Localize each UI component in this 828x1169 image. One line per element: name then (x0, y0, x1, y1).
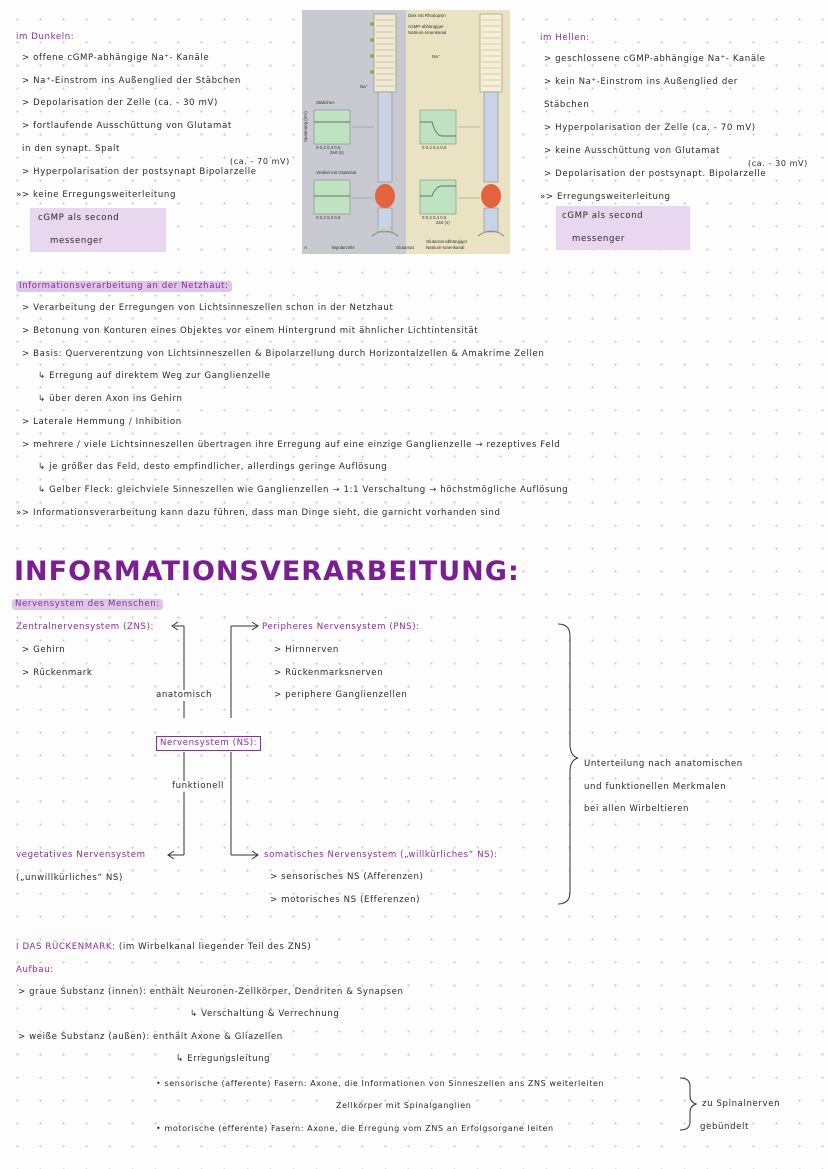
retina-line-3: > Basis: Querverentzung von Lichtsinneszellen & Bipolarzellung durch Horizontalzellen & Amakrime Zellen (22, 349, 545, 359)
fig-label-cgmp2: Natrium-Ionenkanal (408, 30, 447, 35)
zns-item-1: > Gehirn (22, 645, 66, 655)
rm-line-5: • sensorische (afferente) Fasern: Axone, die Informationen von Sinneszellen ans ZNS weiterleiten (156, 1079, 605, 1088)
fig-label-na1: Na⁺ (360, 84, 368, 89)
fig-plot-ticks-3: 0 0,2 0,4 0,6 (422, 145, 447, 150)
rm-heading-sub: (im Wirbelkanal liegender Teil des ZNS) (118, 942, 312, 952)
fig-label-glut-kanal2: Natrium-Ionenkanal (426, 245, 465, 250)
rm-brace-note-2: gebündelt (700, 1122, 749, 1132)
retina-line-9: ↳ Gelber Fleck: gleichviele Sinneszellen wie Ganglienzellen → 1:1 Verschaltung → höchstmögliche Auflösung (38, 485, 569, 495)
dark-note-ca: (ca. - 70 mV) (230, 157, 290, 166)
light-item-2: > kein Na⁺-Einstrom ins Außenglied der (544, 77, 738, 87)
fig-label-a: A (304, 245, 307, 250)
dark-box-line-1: cGMP als second (38, 213, 120, 223)
pns-item-3: > periphere Ganglienzellen (274, 690, 408, 700)
ns-side-note-3: bei allen Wirbeltieren (584, 804, 690, 814)
retina-line-4: ↳ Erregung auf direktem Weg zur Ganglienzelle (38, 371, 271, 381)
rm-heading-main: I DAS RÜCKENMARK: (16, 942, 116, 952)
fig-axis-x-2: Zeit (s) (436, 220, 450, 225)
light-box-line-1: cGMP als second (562, 211, 644, 221)
fig-plot-ticks-4: 0 0,2 0,4 0,6 (422, 215, 447, 220)
anatomisch-label: anatomisch (156, 690, 213, 700)
main-title: INFORMATIONSVERARBEITUNG: (14, 556, 520, 587)
dark-item-6: > Hyperpolarisation der postsynapt Bipolarzelle (22, 167, 257, 177)
fig-plot-ticks-1: 0 0,2 0,4 0,6 (316, 145, 341, 150)
som-label: somatisches Nervensystem („willkürliches“ NS): (264, 850, 498, 860)
som-item-2: > motorisches NS (Efferenzen) (270, 895, 421, 905)
fig-label-bipolar: Bipolarzelle (332, 245, 355, 250)
retina-line-1: > Verarbeitung der Erregungen von Lichtsinneszellen schon in der Netzhaut (22, 303, 394, 313)
fig-label-vesikel: Vesikel mit Glutamat (316, 170, 357, 175)
fig-label-na2: Na⁺ (432, 54, 440, 59)
dark-item-7: »> keine Erregungsweiterleitung (16, 190, 176, 200)
fig-label-disk: Disk mit Rhodopsin (408, 13, 446, 18)
dark-box-line-2: messenger (50, 236, 104, 246)
pns-item-1: > Hirnnerven (274, 645, 339, 655)
fig-plot-ticks-2: 0 0,2 0,4 0,6 (316, 215, 341, 220)
light-item-6: > Depolarisation der postsynapt. Bipolarzelle (544, 169, 767, 179)
fig-axis-y-1: Spannung (mV) (303, 111, 308, 142)
veg-label: vegetatives Nervensystem (16, 850, 146, 860)
rm-line-2: ↳ Verschaltung & Verrechnung (190, 1009, 340, 1019)
pns-label: Peripheres Nervensystem (PNS): (262, 622, 420, 632)
dark-item-5: in den synapt. Spalt (22, 144, 120, 154)
zns-label: Zentralnervensystem (ZNS): (16, 622, 155, 632)
fig-label-glut-kanal: Glutamat-abhängiger (426, 239, 468, 244)
rm-line-4: ↳ Erregungsleitung (176, 1054, 271, 1064)
light-item-1: > geschlossene cGMP-abhängige Na⁺- Kanäle (544, 54, 766, 64)
pns-item-2: > Rückenmarksnerven (274, 668, 384, 678)
light-item-4: > Hyperpolarisation der Zelle (ca. - 70 mV) (544, 123, 756, 133)
ns-side-note-1: Unterteilung nach anatomischen (584, 759, 743, 769)
ns-heading: Nervensystem des Menschen: (12, 599, 163, 610)
dark-item-2: > Na⁺-Einstrom ins Außenglied der Stäbchen (22, 76, 241, 86)
fig-label-cgmp: cGMP-abhängiger (408, 24, 444, 29)
light-note-ca: (ca. - 30 mV) (748, 159, 808, 168)
dark-item-3: > Depolarisation der Zelle (ca. - 30 mV) (22, 98, 218, 108)
rm-aufbau: Aufbau: (16, 965, 54, 975)
rm-heading (16, 942, 311, 953)
veg-sub: („unwillkürliches“ NS) (16, 873, 123, 883)
retina-line-7: > mehrere / viele Lichtsinneszellen übertragen ihre Erregung auf eine einzige Ganglienzelle → rezeptives Feld (22, 440, 561, 450)
som-item-1: > sensorisches NS (Afferenzen) (270, 872, 424, 882)
light-item-5: > keine Ausschüttung von Glutamat (544, 146, 720, 156)
rm-line-7: • motorische (efferente) Fasern: Axone, die Erregung vom ZNS an Erfolgsorgane leiten (156, 1124, 554, 1133)
rm-line-3: > weiße Substanz (außen): enthält Axone & Gliazellen (18, 1032, 283, 1042)
dark-item-1: > offene cGMP-abhängige Na⁺- Kanäle (22, 53, 210, 63)
light-box-line-2: messenger (572, 234, 626, 244)
retina-line-2: > Betonung von Konturen eines Objektes vor einem Hintergrund mit ähnlicher Lichtintensität (22, 326, 479, 336)
retina-line-6: > Laterale Hemmung / Inhibition (22, 417, 182, 427)
retina-line-5: ↳ über deren Axon ins Gehirn (38, 394, 183, 404)
fig-label-staebchen: Stäbchen (316, 100, 335, 105)
ns-side-note-2: und funktionellen Merkmalen (584, 782, 727, 792)
light-item-3: Stäbchen (544, 100, 590, 110)
retina-line-8: ↳ je größer das Feld, desto empfindlicher, allerdings geringe Auflösung (38, 462, 388, 472)
retina-heading: Informationsverarbeitung an der Netzhaut: (16, 281, 232, 292)
rm-line-6: Zellkörper mit Spinalganglien (336, 1101, 472, 1110)
rm-brace-note-1: zu Spinalnerven (702, 1099, 781, 1109)
ns-center-label: Nervensystem (NS): (156, 736, 261, 751)
zns-item-2: > Rückenmark (22, 668, 93, 678)
light-item-7: »> Erregungsweiterleitung (540, 192, 671, 202)
fig-label-glutamat: Glutamat (396, 245, 414, 250)
dark-item-4: > fortlaufende Ausschüttung von Glutamat (22, 121, 232, 131)
rm-line-1: > graue Substanz (innen): enthält Neuronen-Zellkörper, Dendriten & Synapsen (18, 987, 404, 997)
light-title: im Hellen: (540, 33, 590, 43)
funktionell-label: funktionell (172, 781, 225, 791)
fig-axis-x-1: Zeit (s) (330, 150, 344, 155)
dark-title: im Dunkeln: (16, 32, 75, 42)
retina-line-10: »> Informationsverarbeitung kann dazu führen, dass man Dinge sieht, die garnicht vorhanden sind (16, 508, 501, 518)
